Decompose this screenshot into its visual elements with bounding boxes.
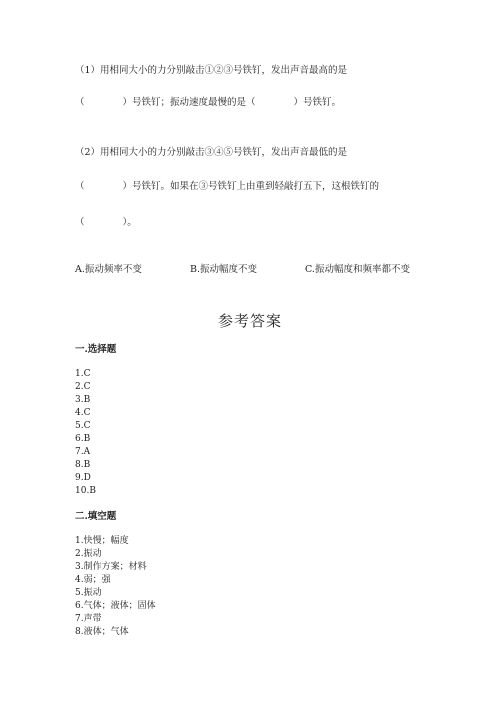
fill-answer-list [75,535,156,639]
choice-answer-7: 7.A [75,447,91,457]
choice-answer-4: 4.C [75,408,91,418]
choice-answer-9: 9.D [75,473,91,483]
question-1-line-1: （1）用相同大小的力分别敲击①②③号铁钉，发出声音最高的是 [75,65,348,76]
choice-answer-5: 5.C [75,421,91,431]
choice-answer-2: 2.C [75,382,91,392]
option-c: C.振动幅度和频率都不变 [305,264,410,275]
choice-answer-3: 3.B [75,395,91,405]
choice-answer-10: 10.B [75,486,96,496]
option-a: A.振动频率不变 [75,264,142,275]
fill-answer-3: 3.制作方案；材料 [75,562,147,572]
question-2-line-3: （ ）。 [75,217,137,228]
fill-answer-4: 4.弱；强 [75,575,111,585]
fill-answer-7: 7.声带 [75,614,102,624]
section-fill-heading: 二.填空题 [75,511,117,522]
option-b: B.振动幅度不变 [190,264,258,275]
question-2-line-2: （ ）号铁钉。如果在③号铁钉上由重到轻敲打五下，这根铁钉的 [75,181,380,192]
fill-answer-6: 6.气体；液体；固体 [75,601,156,611]
question-1-line-2: （ ）号铁钉；振动速度最慢的是（ ）号铁钉。 [75,97,342,108]
fill-answer-1: 1.快慢；幅度 [75,536,129,546]
section-choice-heading: 一.选择题 [75,344,117,355]
question-2-line-1: （2）用相同大小的力分别敲击③④⑤号铁钉，发出声音最低的是 [75,147,348,158]
choice-answer-8: 8.B [75,460,91,470]
fill-answer-2: 2.振动 [75,549,102,559]
fill-answer-5: 5.振动 [75,588,102,598]
choice-answer-list [75,368,96,498]
fill-answer-8: 8.液体；气体 [75,627,129,637]
choice-answer-1: 1.C [75,369,91,379]
answers-title: 参考答案 [217,312,282,330]
choice-answer-6: 6.B [75,434,91,444]
